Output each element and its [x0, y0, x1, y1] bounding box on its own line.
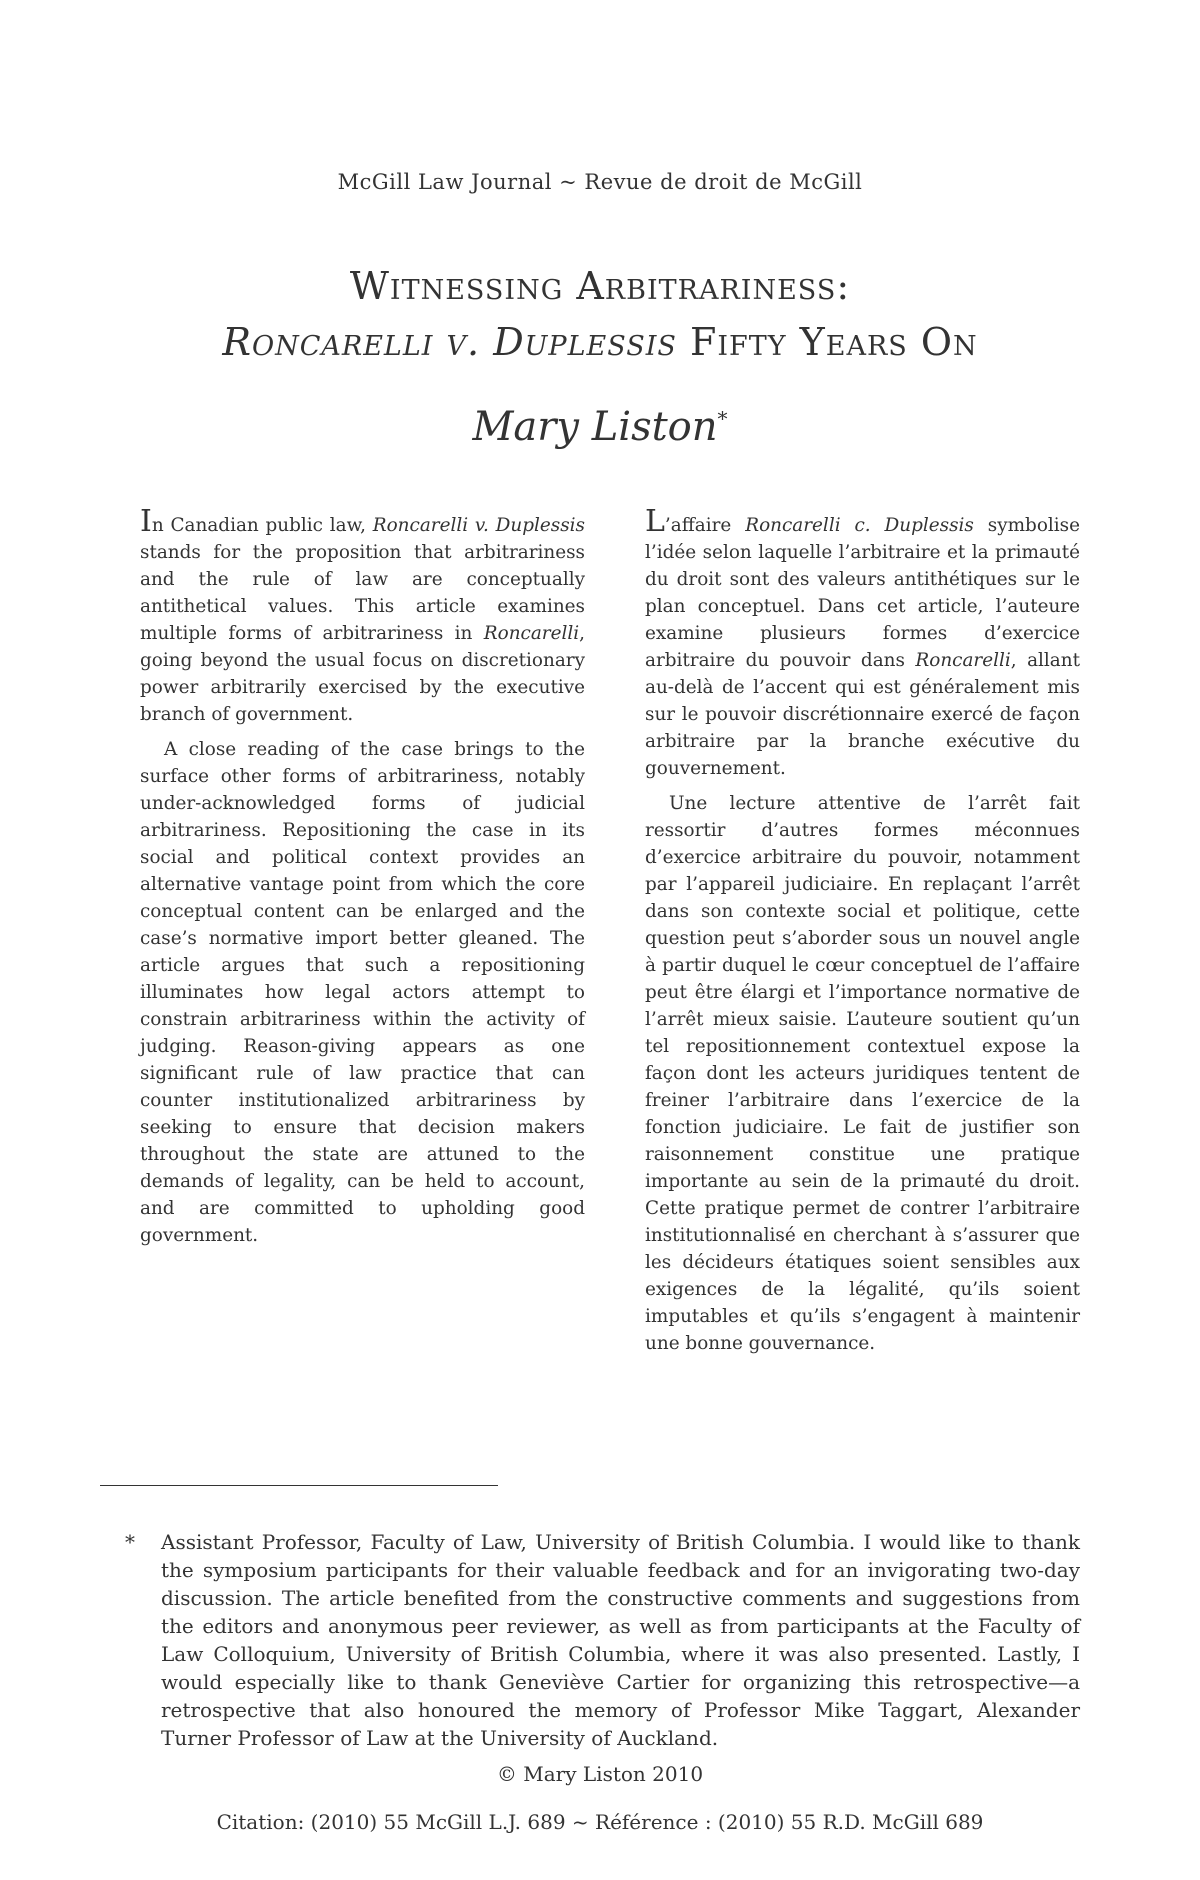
abstract-en-dropcap: I [140, 504, 152, 539]
abstract-fr-case-name: Roncarelli [915, 650, 1011, 671]
abstract-fr-case-name: Roncarelli c. Duplessis [745, 515, 974, 536]
article-title [0, 258, 1200, 370]
author-footnote-mark: * [717, 406, 728, 431]
footnote-mark: * [125, 1530, 135, 1554]
title-line-2-rest: Fifty Years On [676, 320, 978, 364]
title-case-name: Roncarelli v. Duplessis [222, 320, 677, 364]
abstract-en-paragraph-1 [140, 504, 585, 728]
abstract-en-case-name: Roncarelli v. Duplessis [372, 515, 585, 536]
abstract-en-case-name: Roncarelli [483, 623, 580, 644]
citation-line: Citation: (2010) 55 McGill L.J. 689 ~ Référence : (2010) 55 R.D. McGill 689 [216, 1810, 984, 1834]
author-footnote [125, 1528, 1080, 1752]
abstract-fr-dropcap: L [645, 504, 665, 539]
abstract-en-text: , going beyond the usual focus on discretionary power arbitrarily exercised by the executive branch of government. [140, 623, 585, 725]
abstract-french [645, 504, 1080, 1357]
copyright-line: © Mary Liston 2010 [496, 1762, 704, 1786]
journal-header: McGill Law Journal ~ Revue de droit de McGill [337, 170, 863, 194]
abstract-fr-paragraph-2: Une lecture attentive de l’arrêt fait ressortir d’autres formes méconnues d’exercice arbitraire du pouvoir, notamment par l’appareil judiciaire. En replaçant l’arrêt dans son contexte social et politique, cette question peut s’aborder sous un nouvel angle à partir duquel le cœur conceptuel de l’affaire peut être élargi et l’importance normative de l’arrêt mieux saisie. L’auteure soutient qu’un tel repositionnement contextuel expose la façon dont les acteurs juridiques tentent de freiner l’arbitraire dans l’exercice de la fonction judiciaire. Le fait de justifier son raisonnement constitue une pratique importante au sein de la primauté du droit. Cette pratique permet de contrer l’arbitraire institutionnalisé en cherchant à s’assurer que les décideurs étatiques soient sensibles aux exigences de la légalité, qu’ils soient imputables et qu’ils s’engagent à maintenir une bonne gouvernance. [645, 793, 1080, 1354]
abstract-fr-paragraph-1 [645, 504, 1080, 782]
abstract-fr-text: ’affaire [664, 515, 746, 536]
author-name: Mary Liston [472, 404, 718, 450]
abstract-en-text: stands for the proposition that arbitrariness and the rule of law are conceptually antithetical values. This article examines multiple forms of arbitrariness in [140, 542, 585, 644]
footnote-text: Assistant Professor, Faculty of Law, University of British Columbia. I would like to thank the symposium participants for their valuable feedback and for an invigorating two-day discussion. The article benefited from the constructive comments and suggestions from the editors and anonymous peer reviewer, as well as from participants at the Faculty of Law Colloquium, University of British Columbia, where it was also presented. Lastly, I would especially like to thank Geneviève Cartier for organizing this retrospective—a retrospective that also honoured the memory of Professor Mike Taggart, Alexander Turner Professor of Law at the University of Auckland. [161, 1530, 1080, 1750]
abstract-fr-text: symbolise l’idée selon laquelle l’arbitraire et la primauté du droit sont des valeurs antithétiques sur le plan conceptuel. Dans cet article, l’auteure examine plusieurs formes d’exercice arbitraire du pouvoir dans [645, 515, 1080, 671]
abstract-english [140, 504, 585, 1249]
title-line-1: Witnessing Arbitrariness: [349, 264, 851, 308]
abstract-en-text: n Canadian public law, [151, 515, 373, 536]
author-byline [0, 404, 1200, 450]
footnote-divider [100, 1485, 498, 1486]
title-line-2 [0, 314, 1200, 370]
abstract-fr-text: , allant au-delà de l’accent qui est généralement mis sur le pouvoir discrétionnaire exercé de façon arbitraire par la branche exécutive du gouvernement. [645, 650, 1080, 779]
abstract-en-paragraph-2: A close reading of the case brings to the surface other forms of arbitrariness, notably under-acknowledged forms of judicial arbitrariness. Repositioning the case in its social and political context provides an alternative vantage point from which the core conceptual content can be enlarged and the case’s normative import better gleaned. The article argues that such a repositioning illuminates how legal actors attempt to constrain arbitrariness within the activity of judging. Reason-giving appears as one significant rule of law practice that can counter institutionalized arbitrariness by seeking to ensure that decision makers throughout the state are attuned to the demands of legality, can be held to account, and are committed to upholding good government. [140, 739, 585, 1246]
